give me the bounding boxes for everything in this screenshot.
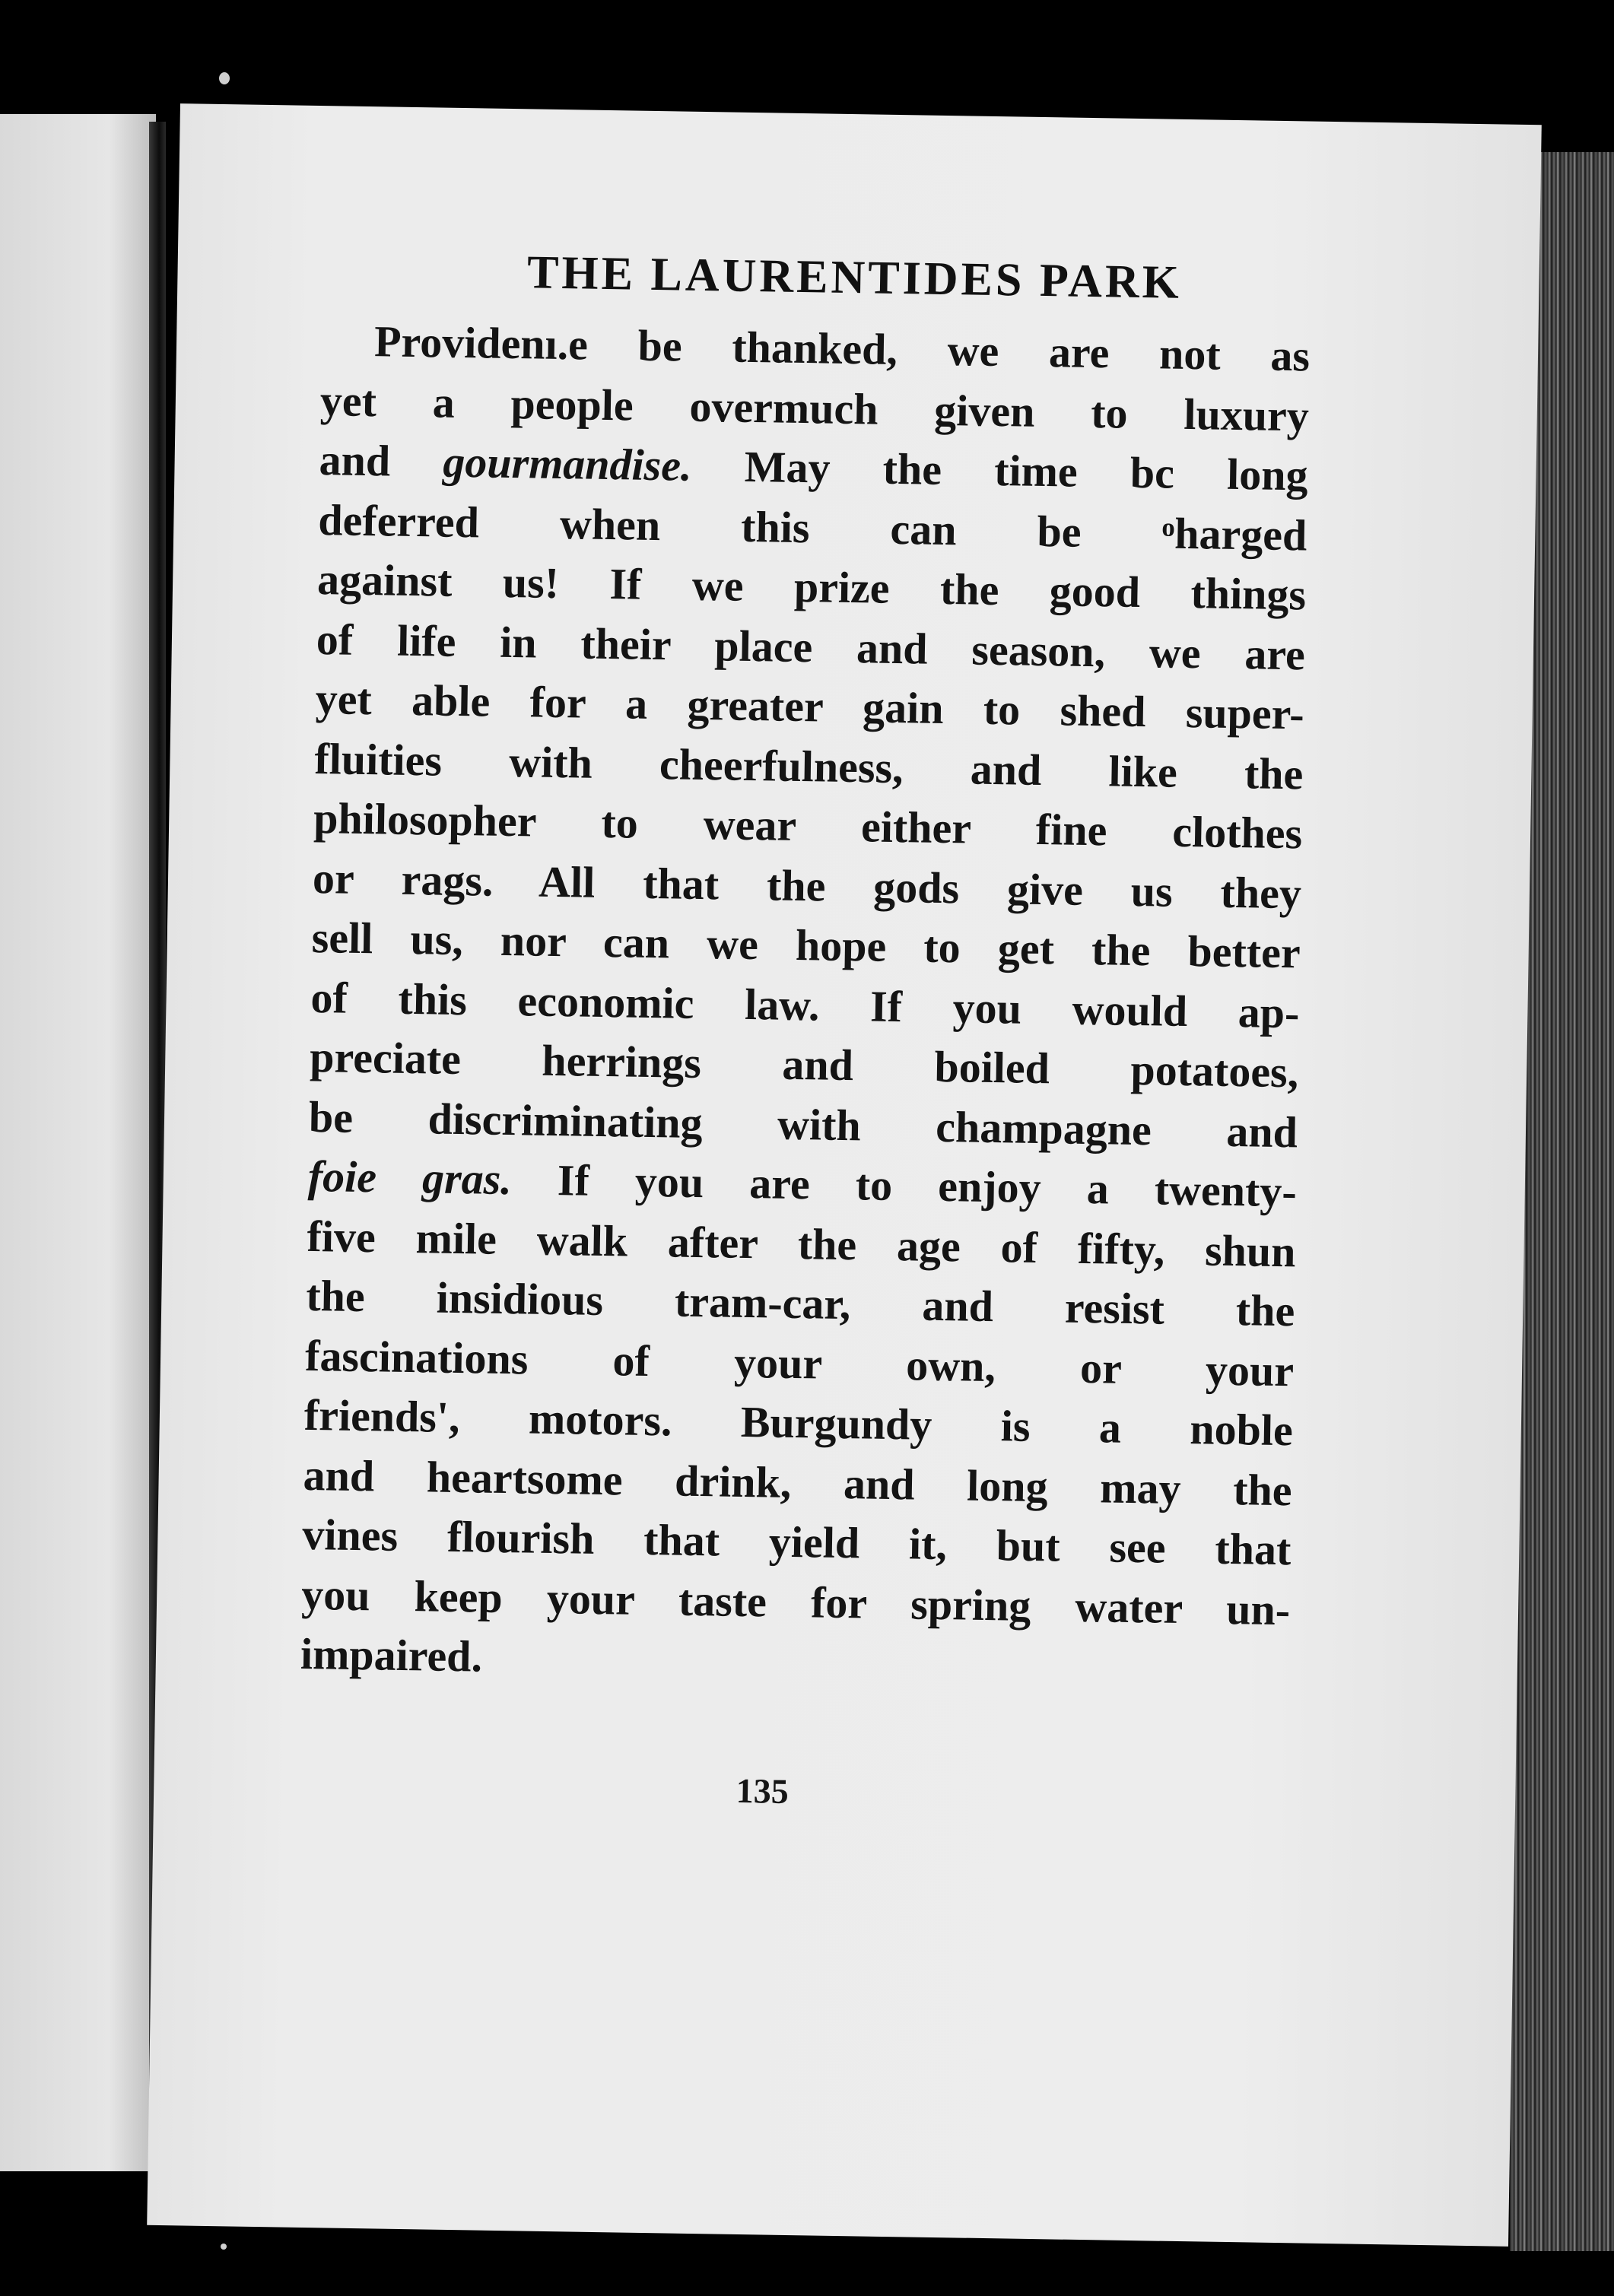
facing-page-edge <box>0 114 156 2171</box>
text-line: five mile walk after the age of fifty, shun <box>307 1211 1297 1276</box>
body-paragraph <box>300 311 1310 1700</box>
text-line-with-italic: and gourmandise. May the time bc long <box>319 435 1309 500</box>
text-line: vines flourish that yield it, but see that <box>301 1509 1292 1575</box>
text-line: you keep your taste for spring water un- <box>300 1569 1291 1634</box>
text-line: friends', motors. Burgundy is a noble <box>303 1389 1294 1456</box>
text-line: philosopher to wear either fine clothes <box>313 792 1303 859</box>
text-line: or rags. All that the gods give us they <box>312 853 1302 918</box>
text-line: be discriminating with champagne and <box>308 1091 1298 1157</box>
text-line: fascinations of your own, or your <box>304 1330 1295 1396</box>
text-line: fluities with cheerfulness, and like the <box>314 733 1304 799</box>
text-line: of this economic law. If you would ap- <box>310 972 1300 1037</box>
text-line: impaired. <box>300 1628 483 1682</box>
dust-speck <box>219 72 230 84</box>
text-line: Providenı.e be thanked, we are not as <box>373 316 1311 381</box>
text-line: yet able for a greater gain to shed super- <box>315 674 1305 739</box>
text-line: sell us, nor can we hope to get the better <box>311 912 1301 978</box>
text-line: deferred when this can be ᵒharged <box>317 494 1307 560</box>
book-page <box>147 103 1542 2247</box>
text-line: against us! If we prize the good things <box>316 554 1307 620</box>
text-line: the insidious tram-car, and resist the <box>305 1270 1295 1336</box>
text-line-with-italic: foie gras. If you are to enjoy a twenty- <box>307 1151 1298 1217</box>
text-line: yet a people overmuch given to luxury <box>319 375 1310 440</box>
text-line: preciate herrings and boiled potatoes, <box>309 1031 1299 1097</box>
italic-phrase: foie gras. <box>307 1151 513 1205</box>
italic-phrase: gourmandise. <box>442 437 693 491</box>
page-number: 135 <box>736 1770 790 1811</box>
text-line: and heartsome drink, and long may the <box>303 1450 1293 1515</box>
text-line: of life in their place and season, we are <box>316 614 1306 679</box>
running-head: THE LAURENTIDES PARK <box>526 246 1183 309</box>
dust-speck <box>221 2244 227 2250</box>
